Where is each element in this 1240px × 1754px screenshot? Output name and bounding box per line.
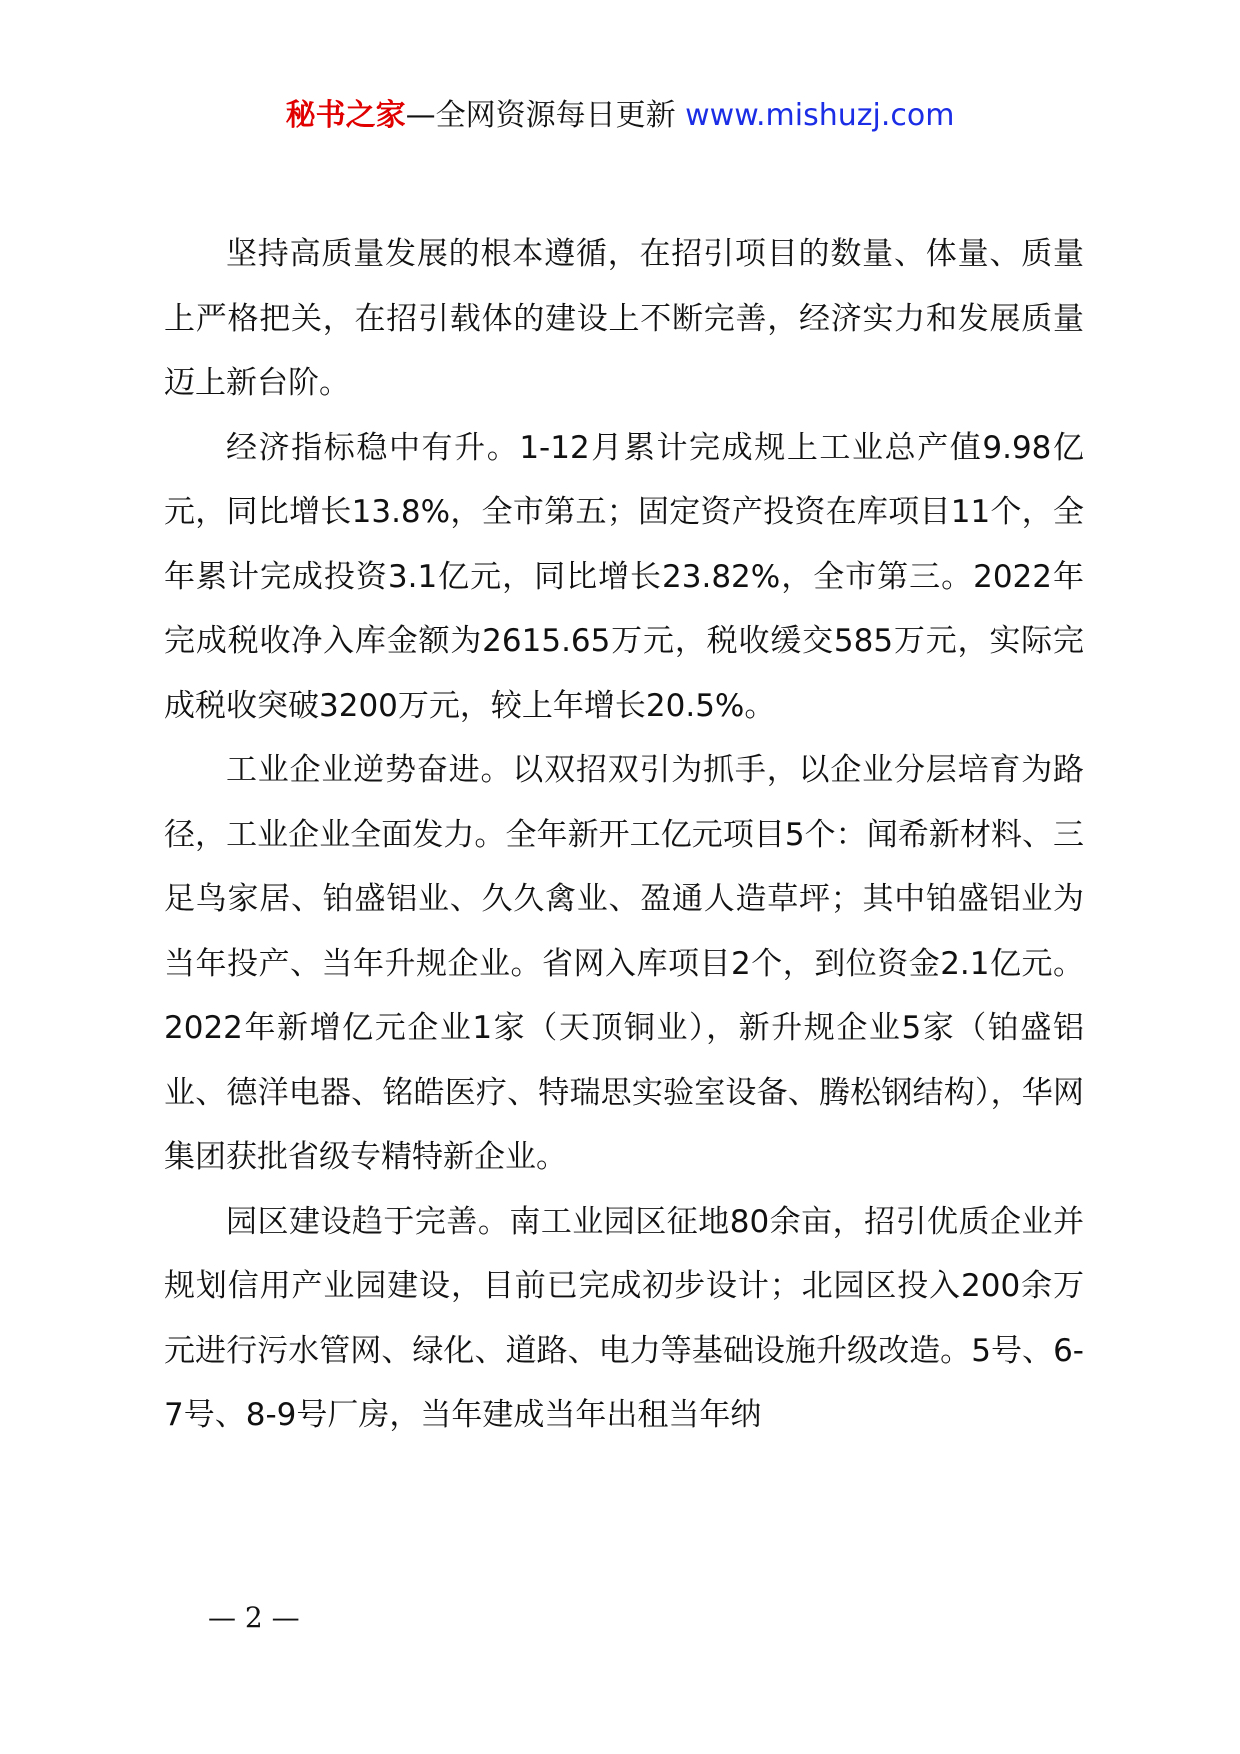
site-header xyxy=(0,96,1240,136)
header-slogan: —全网资源每日更新 xyxy=(405,98,686,133)
paragraph-economic-indicators: 经济指标稳中有升。1-12月累计完成规上工业总产值9.98亿元，同比增长13.8%，全市第五；固定资产投资在库项目11个，全年累计完成投资3.1亿元，同比增长23.82%，全市第三。2022年完成税收净入库金额为2615.65万元，税收缓交585万元，实际完成税收突破3200万元，较上年增长20.5%。 xyxy=(164,429,1084,724)
site-url-link[interactable]: www.mishuzj.com xyxy=(685,98,955,133)
document-body xyxy=(164,222,1084,1448)
paragraph-intro: 坚持高质量发展的根本遵循，在招引项目的数量、体量、质量上严格把关，在招引载体的建设上不断完善，经济实力和发展质量迈上新台阶。 xyxy=(164,236,1084,401)
paragraph-industrial-enterprises: 工业企业逆势奋进。以双招双引为抓手，以企业分层培育为路径，工业企业全面发力。全年新开工亿元项目5个：闻希新材料、三足鸟家居、铂盛铝业、久久禽业、盈通人造草坪；其中铂盛铝业为当年投产、当年升规企业。省网入库项目2个，到位资金2.1亿元。2022年新增亿元企业1家（天顶铜业），新升规企业5家（铂盛铝业、德洋电器、铭皓医疗、特瑞思实验室设备、腾松钢结构），华网集团获批省级专精特新企业。 xyxy=(164,752,1084,1175)
paragraph-park-construction: 园区建设趋于完善。南工业园区征地80余亩，招引优质企业并规划信用产业园建设，目前已完成初步设计；北园区投入200余万元进行污水管网、绿化、道路、电力等基础设施升级改造。5号、6-7号、8-9号厂房，当年建成当年出租当年纳 xyxy=(164,1203,1084,1433)
page-number: — 2 — xyxy=(208,1601,300,1634)
brand-name: 秘书之家 xyxy=(285,98,406,133)
